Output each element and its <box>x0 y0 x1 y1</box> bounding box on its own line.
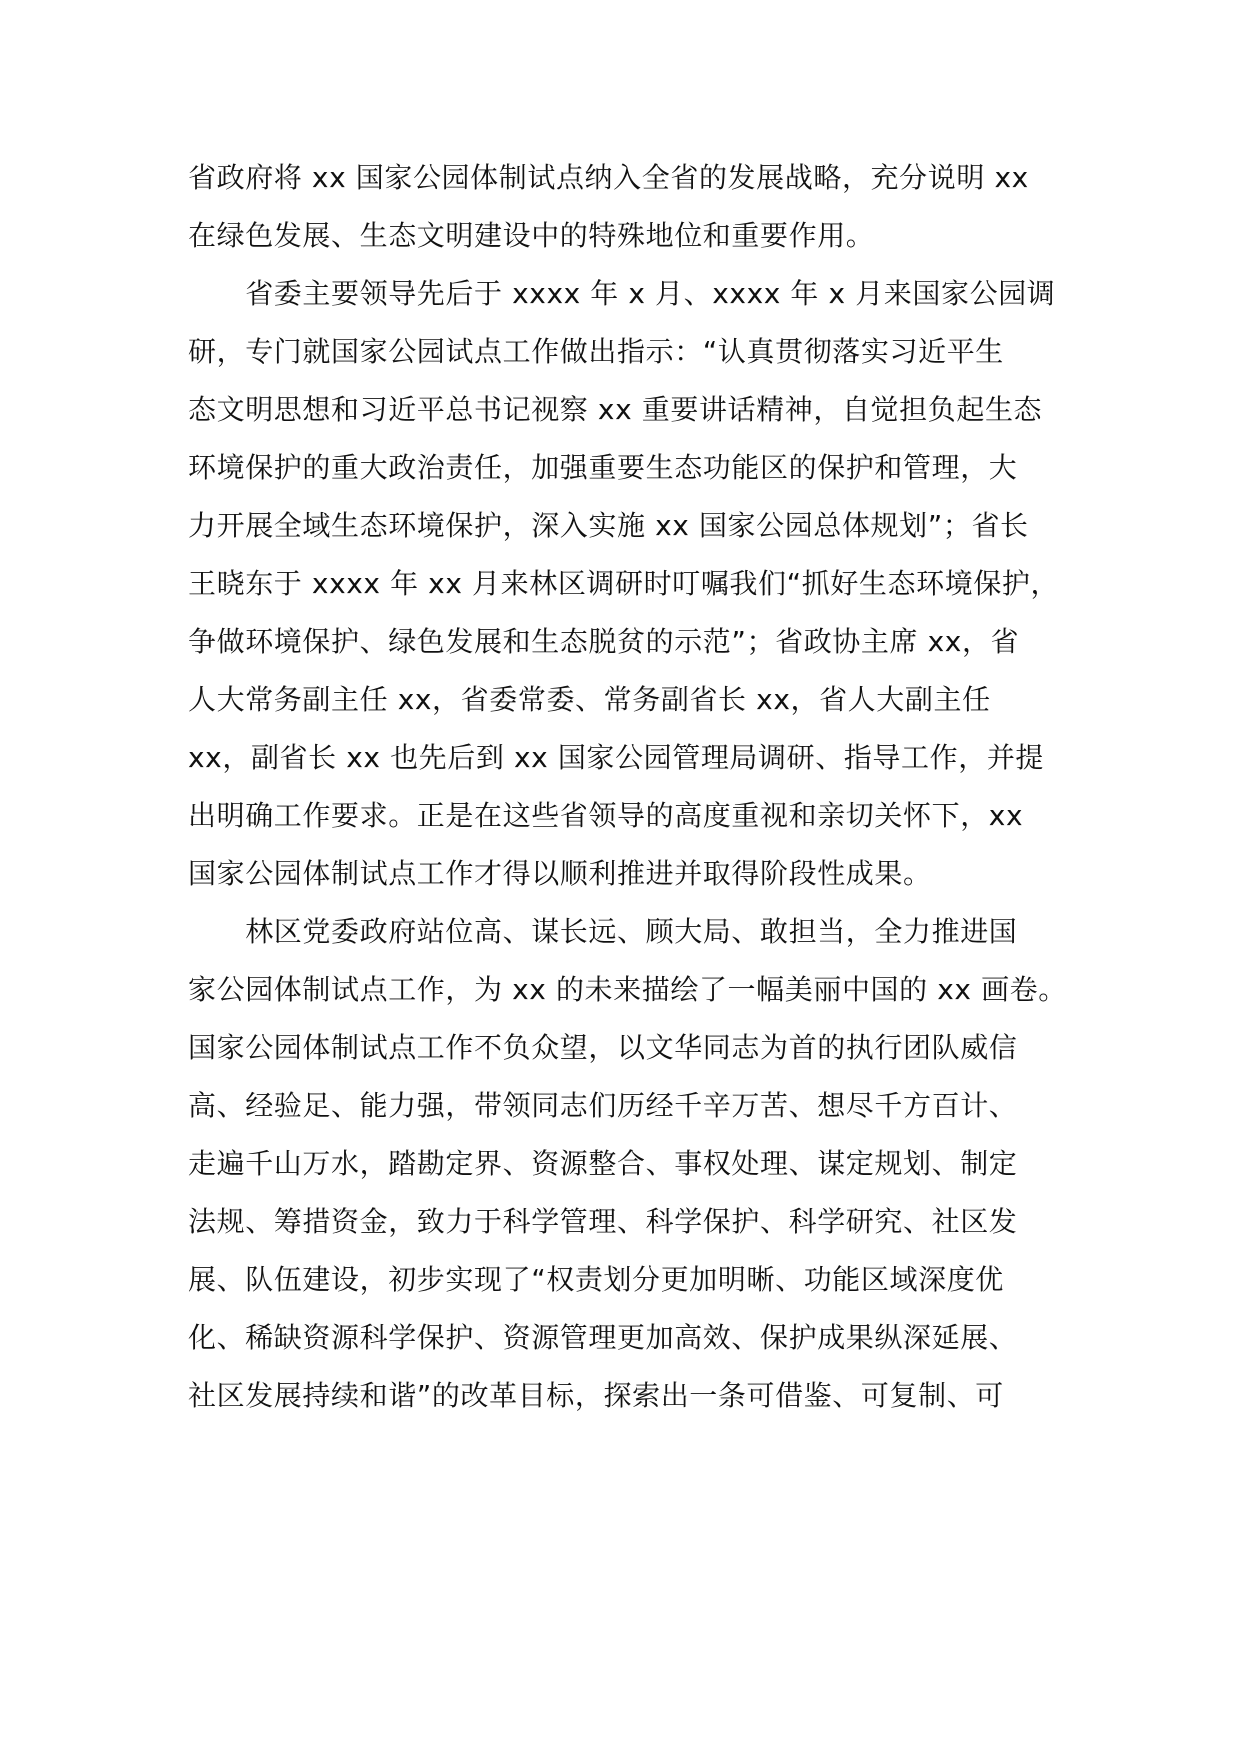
text-line: 国家公园体制试点工作才得以顺利推进并取得阶段性成果。 <box>188 857 932 890</box>
text-line: 省政府将 xx 国家公园体制试点纳入全省的发展战略，充分说明 xx <box>188 161 1029 194</box>
text-line: 家公园体制试点工作，为 xx 的未来描绘了一幅美丽中国的 xx 画卷。 <box>188 973 1067 1006</box>
text-line: 法规、筹措资金，致力于科学管理、科学保护、科学研究、社区发 <box>188 1205 1018 1238</box>
text-line: 态文明思想和习近平总书记视察 xx 重要讲话精神，自觉担负起生态 <box>188 393 1043 426</box>
text-line: xx，副省长 xx 也先后到 xx 国家公园管理局调研、指导工作，并提 <box>188 741 1045 774</box>
text-line: 国家公园体制试点工作不负众望，以文华同志为首的执行团队威信 <box>188 1031 1018 1064</box>
text-line: 研，专门就国家公园试点工作做出指示：“认真贯彻落实习近平生 <box>188 335 1004 368</box>
text-line: 人大常务副主任 xx，省委常委、常务副省长 xx，省人大副主任 <box>188 683 991 716</box>
text-line: 出明确工作要求。正是在这些省领导的高度重视和亲切关怀下，xx <box>188 799 1024 832</box>
text-line: 化、稀缺资源科学保护、资源管理更加高效、保护成果纵深延展、 <box>188 1321 1018 1354</box>
text-line: 环境保护的重大政治责任，加强重要生态功能区的保护和管理，大 <box>188 451 1018 484</box>
text-line: 社区发展持续和谐”的改革目标，探索出一条可借鉴、可复制、可 <box>188 1379 1004 1412</box>
text-line: 在绿色发展、生态文明建设中的特殊地位和重要作用。 <box>188 219 875 252</box>
text-line: 争做环境保护、绿色发展和生态脱贫的示范”；省政协主席 xx，省 <box>188 625 1020 658</box>
text-line: 力开展全域生态环境保护，深入实施 xx 国家公园总体规划”；省长 <box>188 509 1029 542</box>
text-line: 走遍千山万水，踏勘定界、资源整合、事权处理、谋定规划、制定 <box>188 1147 1018 1180</box>
text-line: 王晓东于 xxxx 年 xx 月来林区调研时叮嘱我们“抓好生态环境保护， <box>188 567 1060 600</box>
text-line: 林区党委政府站位高、谋长远、顾大局、敢担当，全力推进国 <box>188 915 1018 948</box>
text-line: 省委主要领导先后于 xxxx 年 x 月、xxxx 年 x 月来国家公园调 <box>188 277 1056 310</box>
text-line: 高、经验足、能力强，带领同志们历经千辛万苦、想尽千方百计、 <box>188 1089 1018 1122</box>
text-line: 展、队伍建设，初步实现了“权责划分更加明晰、功能区域深度优 <box>188 1263 1004 1296</box>
